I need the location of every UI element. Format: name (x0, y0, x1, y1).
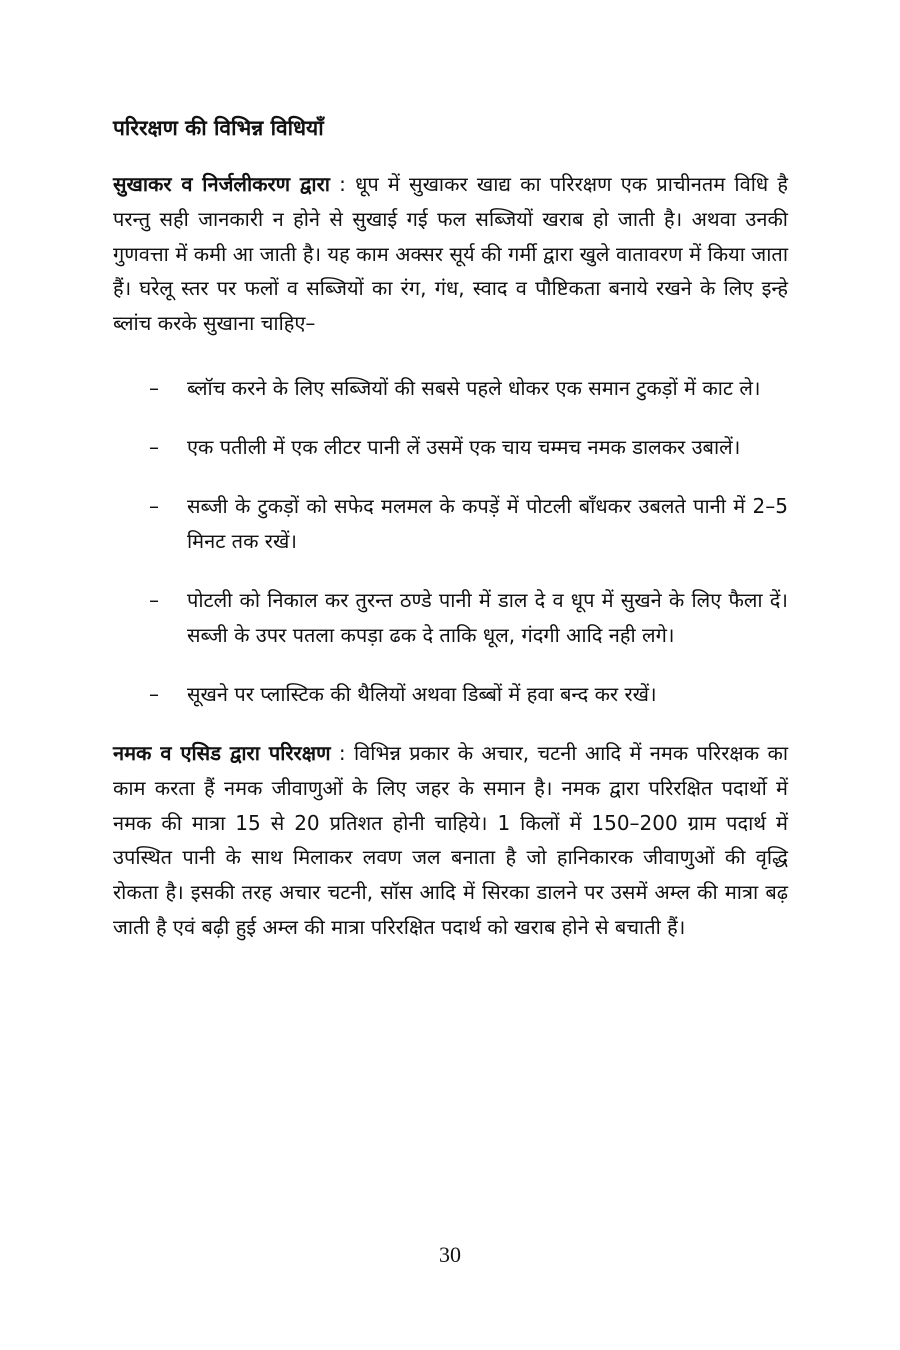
list-item (113, 371, 788, 406)
list-item-text: ब्लॉच करने के लिए सब्जियों की सबसे पहले धोकर एक समान टुकड़ों में काट ले। (187, 375, 761, 400)
list-item (113, 583, 788, 653)
drying-text: : धूप में सुखाकर खाद्य का परिरक्षण एक प्राचीनतम विधि है परन्तु सही जानकारी न होने से सुखाई गई फल सब्जियों खराब हो जाती है। अथवा उनकी गुणवत्ता में कमी आ जाती है। यह काम अक्सर सूर्य की गर्मी द्वारा खुले वातावरण में किया जाता हैं। घरेलू स्तर पर फलों व सब्जियों का रंग, गंध, स्वाद व पौष्टिकता बनाये रखने के लिए इन्हे ब्लांच करके सुखाना चाहिए– (113, 172, 788, 336)
blanching-steps-list (113, 371, 788, 712)
list-item (113, 430, 788, 465)
dash-bullet: – (149, 493, 159, 518)
salt-acid-paragraph (113, 736, 788, 945)
salt-acid-text: : विभिन्न प्रकार के अचार, चटनी आदि में नमक परिरक्षक का काम करता हैं नमक जीवाणुओं के लिए जहर के समान है। नमक द्वारा परिरक्षित पदार्थो में नमक की मात्रा 15 से 20 प्रतिशत होनी चाहिये। 1 किलों में 150–200 ग्राम पदार्थ में उपस्थित पानी के साथ मिलाकर लवण जल बनाता है जो हानिकारक जीवाणुओं की वृद्धि रोकता है। इसकी तरह अचार चटनी, सॉस आदि में सिरका डालने पर उसमें अम्ल की मात्रा बढ़ जाती है एवं बढ़ी हुई अम्ल की मात्रा परिरक्षित पदार्थ को खराब होने से बचाती हैं। (113, 740, 788, 939)
document-page (113, 112, 788, 945)
page-number: 30 (439, 1242, 461, 1267)
drying-paragraph (113, 167, 788, 341)
dash-bullet: – (149, 434, 159, 459)
salt-acid-lead: नमक व एसिड द्वारा परिरक्षण (113, 740, 331, 765)
dash-bullet: – (149, 681, 159, 706)
drying-lead: सुखाकर व निर्जलीकरण द्वारा (113, 172, 330, 196)
list-item-text: एक पतीली में एक लीटर पानी लें उसमें एक चाय चम्मच नमक डालकर उबालें। (187, 434, 741, 459)
list-item (113, 489, 788, 559)
list-item-text: सूखने पर प्लास्टिक की थैलियों अथवा डिब्बों में हवा बन्द कर रखें। (187, 681, 657, 706)
list-item-text: सब्जी के टुकड़ों को सफेद मलमल के कपड़ें में पोटली बाँधकर उबलते पानी में 2–5 मिनट तक रखें। (187, 493, 788, 553)
dash-bullet: – (149, 587, 159, 612)
list-item (113, 677, 788, 712)
section-heading: परिरक्षण की विभिन्न विधियाँ (113, 116, 324, 140)
dash-bullet: – (149, 375, 159, 400)
list-item-text: पोटली को निकाल कर तुरन्त ठण्डे पानी में डाल दे व धूप में सुखने के लिए फैला दें। सब्जी के उपर पतला कपड़ा ढक दे ताकि धूल, गंदगी आदि नही लगे। (187, 587, 788, 647)
